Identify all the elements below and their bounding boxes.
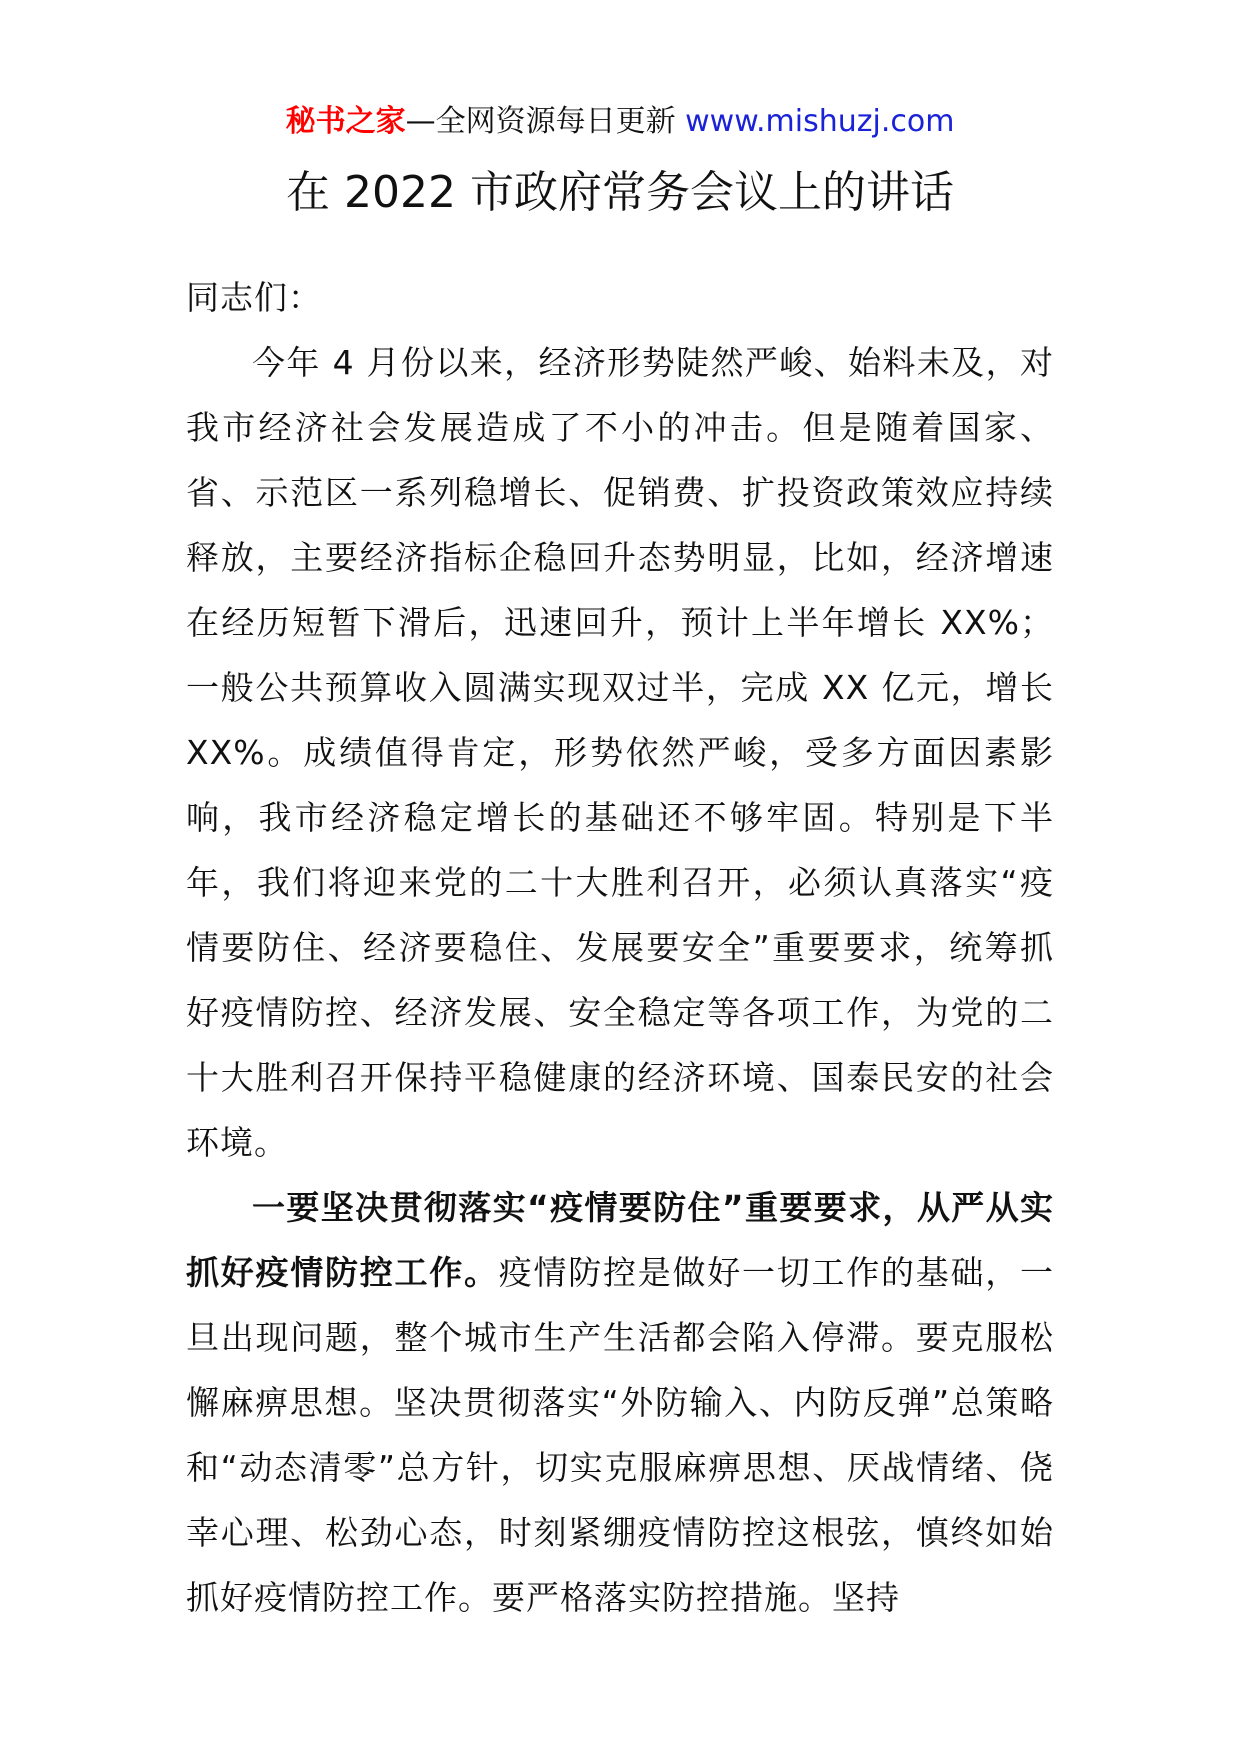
header-tagline: —全网资源每日更新 [405,104,676,139]
salutation: 同志们： [186,278,322,317]
document-title: 在 2022 市政府常务会议上的讲话 [286,167,954,218]
paragraph-2 [186,1175,1054,1630]
paragraph-2-rest: 疫情防控是做好一切工作的基础，一旦出现问题，整个城市生产生活都会陷入停滞。要克服松懈麻痹思想。坚决贯彻落实“外防输入、内防反弹”总策略和“动态清零”总方针，切实克服麻痹思想、厌战情绪、侥幸心理、松劲心态，时刻紧绷疫情防控这根弦，慎终如始抓好疫情防控工作。要严格落实防控措施。坚持 [186,1253,1054,1617]
site-url-link[interactable]: www.mishuzj.com [685,104,955,139]
brand-name: 秘书之家 [285,104,406,139]
paragraph-1: 今年 4 月份以来，经济形势陡然严峻、始料未及，对我市经济社会发展造成了不小的冲击。但是随着国家、省、示范区一系列稳增长、促销费、扩投资政策效应持续释放，主要经济指标企稳回升态势明显，比如，经济增速在经历短暂下滑后，迅速回升，预计上半年增长 XX%；一般公共预算收入圆满实现双过半，完成 XX 亿元，增长 XX%。成绩值得肯定，形势依然严峻，受多方面因素影响，我市经济稳定增长的基础还不够牢固。特别是下半年，我们将迎来党的二十大胜利召开，必须认真落实“疫情要防住、经济要稳住、发展要安全”重要要求，统筹抓好疫情防控、经济发展、安全稳定等各项工作，为党的二十大胜利召开保持平稳健康的经济环境、国泰民安的社会环境。 [186,343,1054,1162]
paragraph-2-lead: 一要坚决贯彻落实“疫情要防住”重要要求，从严从实抓好疫情防控工作。 [186,1188,1054,1292]
document-body [186,265,1054,1630]
site-header [0,100,1240,144]
